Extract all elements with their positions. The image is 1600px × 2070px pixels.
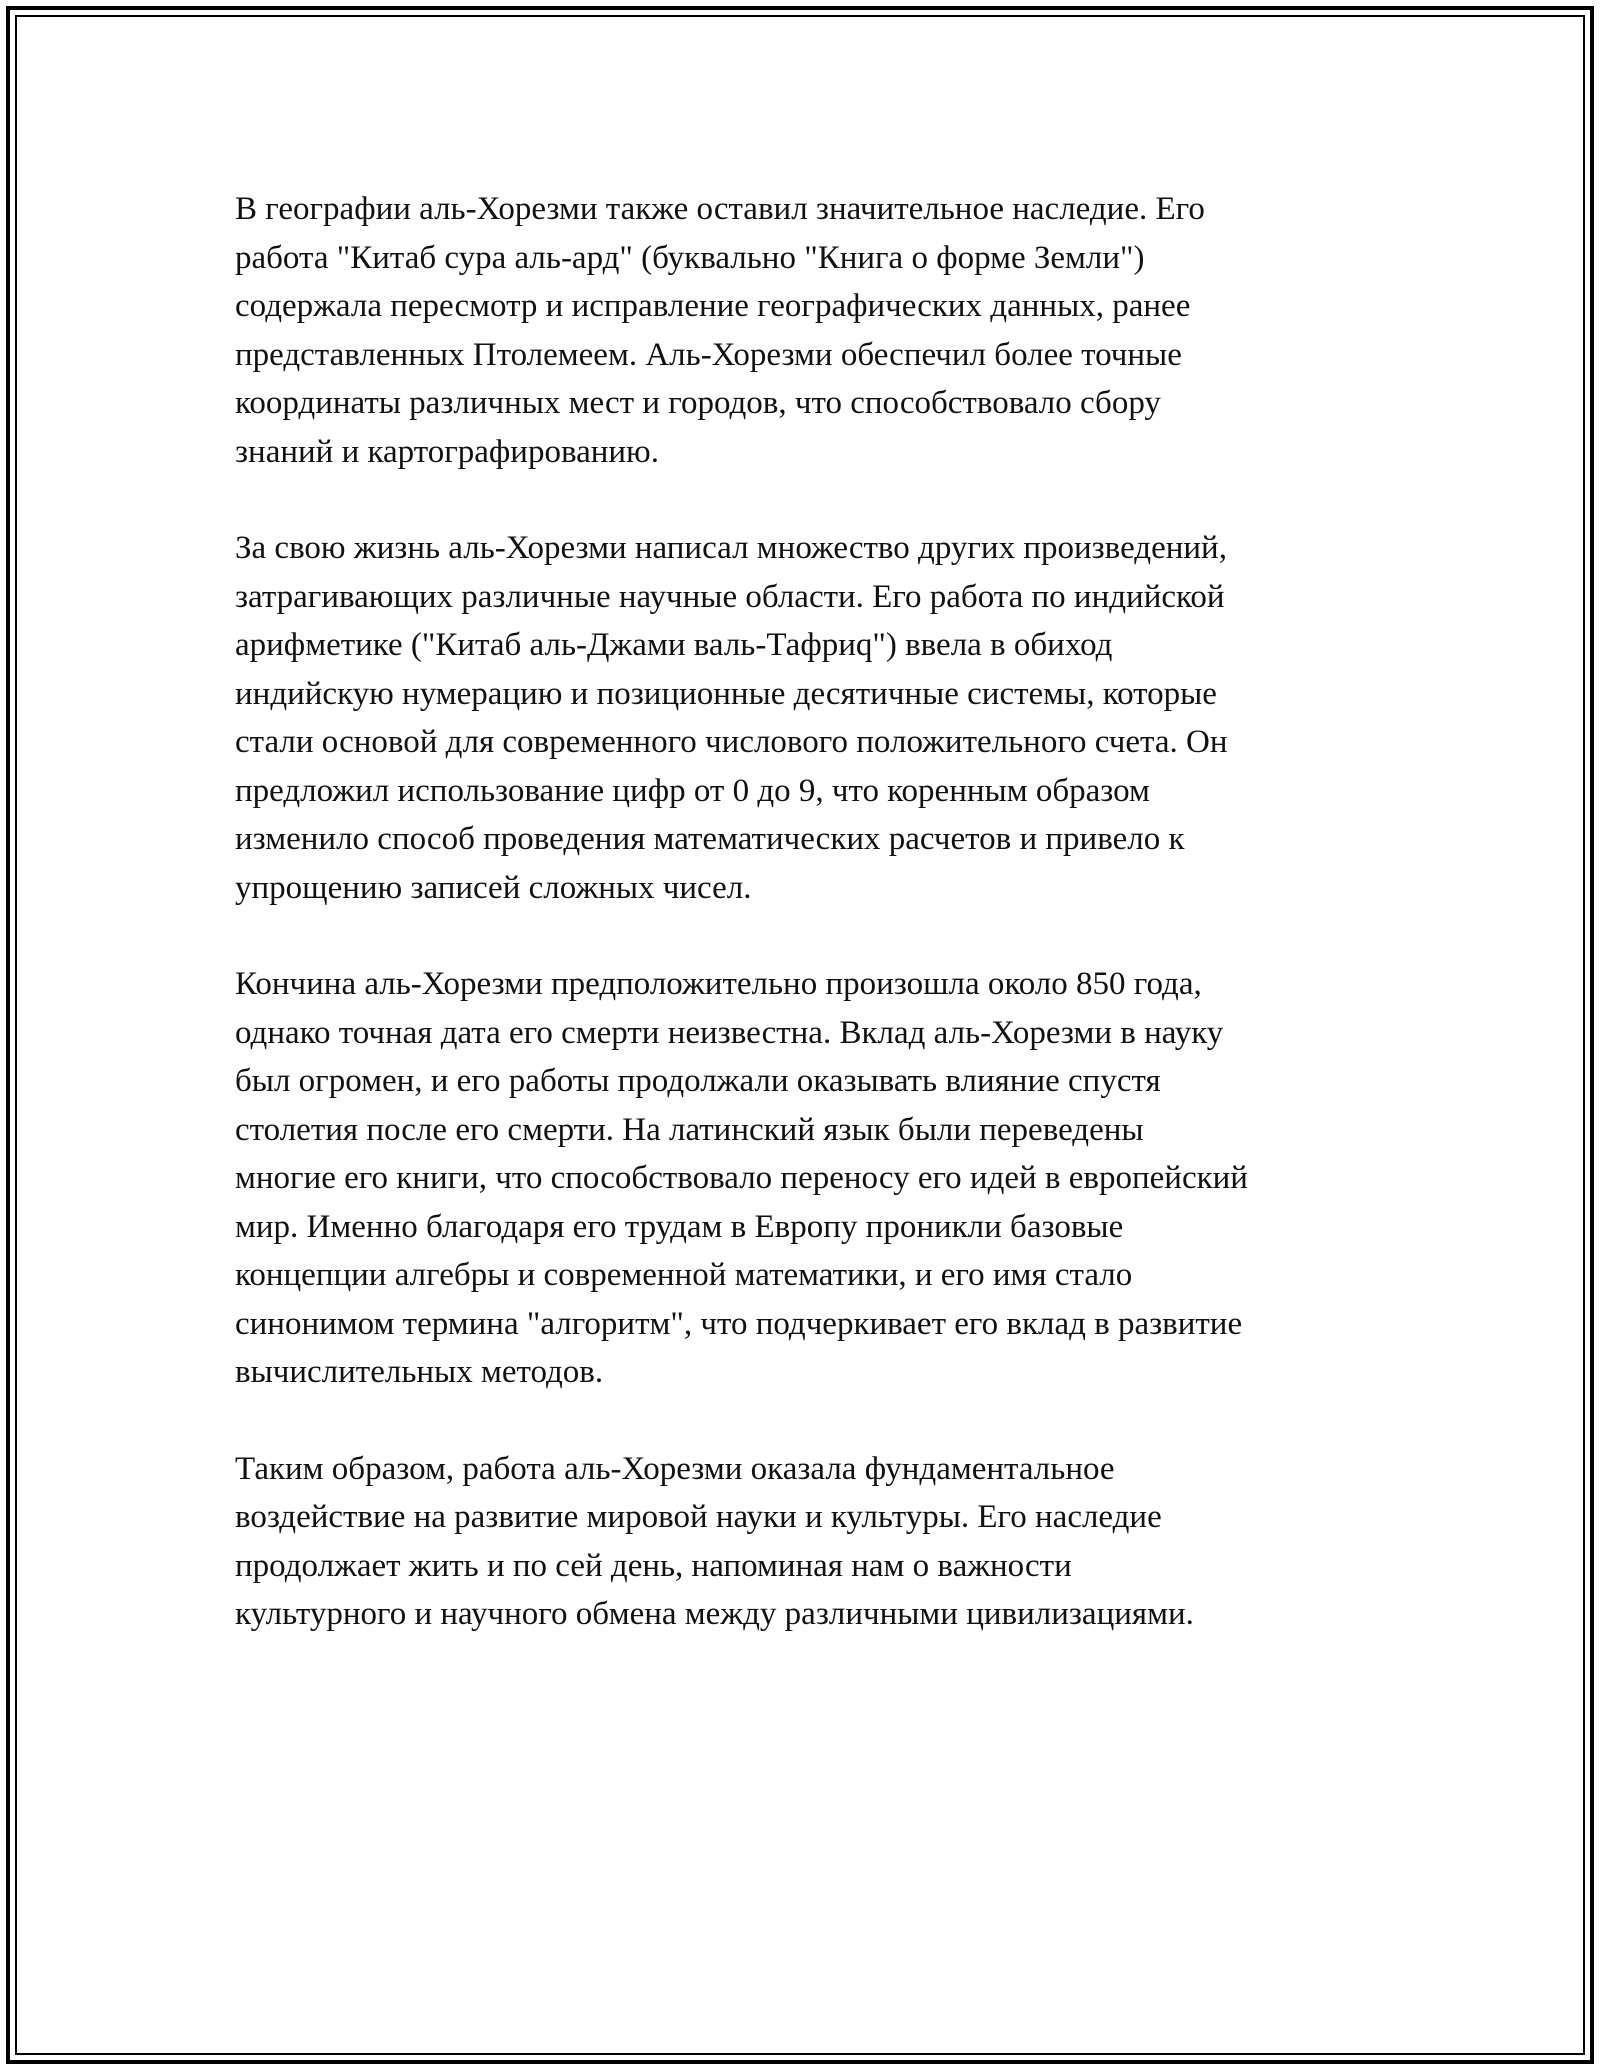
text-line: знаний и картографированию. [235,433,659,470]
paragraph-works [235,524,1375,912]
text-line: многие его книги, что способствовало переносу его идей в европейский [235,1160,1248,1196]
paragraph-legacy [235,960,1375,1397]
paragraph-geography [235,185,1375,476]
text-line: изменило способ проведения математических расчетов и привело к [235,821,1185,857]
text-line: столетия после его смерти. На латинский язык были переведены [235,1111,1144,1148]
text-line: синонимом термина "алгоритм", что подчеркивает его вклад в развитие [235,1305,1243,1342]
text-line: стали основой для современного числового положительного счета. Он [235,724,1228,760]
text-line: предложил использование цифр от 0 до 9, что коренным образом [235,772,1150,809]
text-line: работа "Китаб сура аль-ард" (буквально "Книга о форме Земли") [235,239,1145,276]
text-line: В географии аль-Хорезми также оставил значительное наследие. Его [235,191,1205,227]
text-line: За свою жизнь аль-Хорезми написал множество других произведений, [235,530,1227,566]
text-line: затрагивающих различные научные области. Его работа по индийской [235,578,1225,615]
text-line: вычислительных методов. [235,1354,604,1390]
text-line: содержала пересмотр и исправление географических данных, ранее [235,288,1191,324]
text-line: мир. Именно благодаря его трудам в Европу проникли базовые [235,1208,1124,1245]
paragraph-conclusion [235,1445,1375,1639]
text-line: Таким образом, работа аль-Хорезми оказала фундаментальное [235,1450,1115,1487]
text-line: арифметике ("Китаб аль-Джами валь-Тафриq") ввела в обиход [235,627,1113,663]
text-line: индийскую нумерацию и позиционные десятичные системы, которые [235,675,1217,712]
text-line: Кончина аль-Хорезми предположительно произошла около 850 года, [235,966,1202,1002]
text-line: координаты различных мест и городов, что способствовало сбору [235,385,1161,421]
text-line: представленных Птолемеем. Аль-Хорезми обеспечил более точные [235,336,1182,373]
text-line: продолжает жить и по сей день, напоминая нам о важности [235,1547,1072,1584]
text-line: упрощению записей сложных чисел. [235,869,752,906]
text-line: концепции алгебры и современной математики, и его имя стало [235,1257,1133,1293]
text-line: воздействие на развитие мировой науки и культуры. Его наследие [235,1499,1162,1535]
text-line: однако точная дата его смерти неизвестна. Вклад аль-Хорезми в науку [235,1014,1224,1051]
text-line: культурного и научного обмена между различными цивилизациями. [235,1596,1194,1632]
text-line: был огромен, и его работы продолжали оказывать влияние спустя [235,1063,1161,1099]
document-body [235,185,1375,1687]
